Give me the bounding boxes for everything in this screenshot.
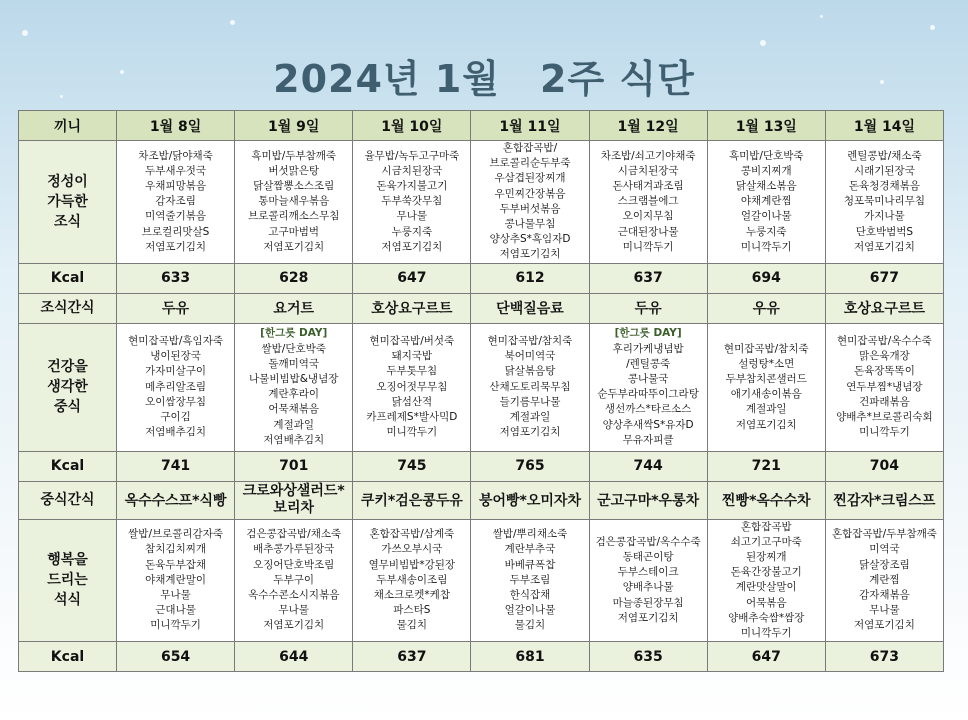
menu-item: 쇠고기고구마죽 <box>730 535 802 548</box>
menu-item: 무나물 <box>869 604 900 617</box>
menu-item: 저염포기김치 <box>381 240 443 253</box>
kcal-value: 633 <box>117 263 235 293</box>
menu-item: 혼합잡곡밥/두부참깨죽 <box>831 528 937 541</box>
menu-item: 계란후라이 <box>268 388 320 401</box>
kcal-value: 647 <box>707 642 825 672</box>
menu-item: 두부버섯볶음 <box>499 202 561 215</box>
breakfast-cell <box>589 141 707 264</box>
menu-item: 저염포기김치 <box>853 240 915 253</box>
kcal-value: 677 <box>825 263 943 293</box>
day-header: 1월 9일 <box>235 111 353 141</box>
kcal-value: 681 <box>471 642 589 672</box>
dinner-cell <box>825 519 943 642</box>
menu-item: 가쓰오부시국 <box>381 543 443 556</box>
menu-item: 생선까스*타르소스 <box>604 403 692 416</box>
menu-item: 옥수수콘소시지볶음 <box>248 589 340 602</box>
menu-item: 오이지무침 <box>622 210 674 223</box>
breakfast-cell <box>825 141 943 264</box>
menu-item: 계절과일 <box>509 410 551 423</box>
lunch-kcal-row <box>19 451 944 481</box>
menu-item: 감자조림 <box>155 195 196 208</box>
menu-item: 양상추S*흑임자D <box>489 233 571 246</box>
breakfast-row <box>19 141 944 264</box>
menu-item: 연두부찜*냉념장 <box>846 380 923 393</box>
menu-item: 무나물 <box>278 604 309 617</box>
day-header: 1월 13일 <box>707 111 825 141</box>
menu-item: 미니깍두기 <box>740 627 792 640</box>
menu-item: 시래기된장국 <box>853 164 915 177</box>
menu-item: 쌀밥/뿌리채소죽 <box>492 528 568 541</box>
breakfast-label: 정성이 가득한 조식 <box>19 141 117 264</box>
menu-item: 오징어젓무무침 <box>376 380 448 393</box>
dinner-cell <box>471 519 589 642</box>
menu-item: 고구마범벅 <box>268 225 320 238</box>
lunch-cell <box>353 323 471 451</box>
snow-dot <box>230 20 235 25</box>
menu-item: 저염포기김치 <box>735 418 797 431</box>
menu-item: 혼합잡곡밥/삼계죽 <box>369 528 455 541</box>
menu-item: 누룽지죽 <box>745 225 787 238</box>
kcal-value: 704 <box>825 451 943 481</box>
menu-item: 메추리알조림 <box>145 380 206 393</box>
menu-item: 저염포기김치 <box>853 619 915 632</box>
menu-item: 콩나물국 <box>627 372 669 385</box>
menu-item: 콩비지찌개 <box>740 164 792 177</box>
menu-item: 저염배추김치 <box>145 426 206 439</box>
menu-item: 스크램블에그 <box>617 195 679 208</box>
menu-item: 두부새송이조림 <box>376 573 448 586</box>
menu-item: 현미잡곡밥/참치죽 <box>487 334 573 347</box>
snack-cell: 호상요구르트 <box>825 293 943 323</box>
menu-item: 애기새송이볶음 <box>730 388 802 401</box>
menu-item: 계란맛살말이 <box>735 581 797 594</box>
menu-item: 차조밥/닭야채죽 <box>138 149 213 162</box>
snack-cell: 두유 <box>117 293 235 323</box>
kcal-value: 635 <box>589 642 707 672</box>
menu-item: 순두부라따뚜이그라탕 <box>597 388 699 401</box>
menu-item: 현미잡곡밥/흑임자죽 <box>128 334 223 347</box>
menu-item: 두부톳무침 <box>386 365 438 378</box>
menu-item: 현미잡곡밥/버섯죽 <box>369 334 455 347</box>
menu-item: 돈육장똑똑이 <box>853 365 915 378</box>
menu-item: 저염포기김치 <box>499 248 561 261</box>
breakfast-cell <box>353 141 471 264</box>
menu-item: 미니깍두기 <box>150 619 201 632</box>
menu-item: 산채도토리묵무침 <box>489 380 571 393</box>
menu-item: 양배추*브로콜리숙회 <box>836 410 933 423</box>
corner-cell: 끼니 <box>19 111 117 141</box>
breakfast-kcal-row <box>19 263 944 293</box>
menu-item: 단호박범벅S <box>855 225 914 238</box>
dinner-cell <box>353 519 471 642</box>
kcal-value: 654 <box>117 642 235 672</box>
menu-item: 돌깨미역국 <box>268 357 320 370</box>
menu-item: 미니깍두기 <box>740 240 792 253</box>
menu-item: 율무밥/녹두고구마죽 <box>364 149 460 162</box>
menu-item: 나물비빔밥&냉념장 <box>249 372 339 385</box>
menu-item: 근대된장나물 <box>617 225 679 238</box>
afternoon-snack-label: 중식간식 <box>19 481 117 519</box>
afternoon-snack-row <box>19 481 944 519</box>
menu-item: 버섯맑은탕 <box>268 164 320 177</box>
menu-item: 렌틸콩밥/채소죽 <box>847 149 922 162</box>
kcal-value: 741 <box>117 451 235 481</box>
snack-cell: 쿠키*검은콩두유 <box>353 481 471 519</box>
snack-cell: 단백질음료 <box>471 293 589 323</box>
menu-item: 돈사태겨과조림 <box>612 180 684 192</box>
menu-item: 두부새우젓국 <box>145 164 206 177</box>
dinner-cell <box>117 519 235 642</box>
menu-item: 쌀밥/단호박죽 <box>261 342 326 355</box>
menu-item: 동태곤이탕 <box>622 551 674 564</box>
snack-cell: 우유 <box>707 293 825 323</box>
menu-item: 두부구이 <box>273 573 314 586</box>
menu-item: 계란부추국 <box>504 543 556 556</box>
dinner-kcal-row <box>19 642 944 672</box>
menu-item: 흑미밥/두부참깨죽 <box>251 149 337 162</box>
menu-item: 미니깍두기 <box>859 426 910 439</box>
menu-item: 두부조림 <box>509 573 551 586</box>
menu-item: 근대나물 <box>155 604 196 617</box>
menu-item: 혼합잡곡밥/ <box>502 142 558 154</box>
menu-item: 브로컬리맛살S <box>141 225 210 238</box>
menu-item: 시금치된장국 <box>617 164 679 177</box>
morning-snack-label: 조식간식 <box>19 293 117 323</box>
kcal-value: 765 <box>471 451 589 481</box>
menu-item: 설렁탕*소면 <box>738 357 795 370</box>
morning-snack-row <box>19 293 944 323</box>
menu-item: 들기름무나물 <box>499 395 561 408</box>
lunch-cell <box>471 323 589 451</box>
menu-item: 어묵채볶음 <box>268 403 320 416</box>
lunch-row <box>19 323 944 451</box>
menu-item: 된장찌개 <box>745 551 787 564</box>
menu-item: 두부스테이크 <box>617 566 679 579</box>
kcal-value: 644 <box>235 642 353 672</box>
menu-item: 저염포기김치 <box>263 240 325 253</box>
dinner-cell <box>707 519 825 642</box>
menu-item: 콩나물무침 <box>504 218 556 231</box>
menu-item: 닭살장조림 <box>859 558 910 571</box>
menu-item: 구이김 <box>160 410 191 423</box>
kcal-label: Kcal <box>19 263 117 293</box>
lunch-cell <box>117 323 235 451</box>
menu-item: /렌틸콩죽 <box>626 357 671 370</box>
breakfast-cell <box>471 141 589 264</box>
kcal-value: 744 <box>589 451 707 481</box>
menu-item: 돈육청경채볶음 <box>848 180 920 192</box>
kcal-value: 721 <box>707 451 825 481</box>
menu-item: 저염포기김치 <box>499 426 561 439</box>
menu-item: 닭살채소볶음 <box>735 180 797 192</box>
menu-item: 돈육간장불고기 <box>730 566 802 579</box>
menu-item: 두부쑥갓무침 <box>381 195 443 208</box>
snow-dot <box>930 25 935 30</box>
page-title <box>0 48 968 103</box>
menu-item: 미역줄기볶음 <box>145 210 206 223</box>
kcal-value: 637 <box>353 642 471 672</box>
day-header: 1월 8일 <box>117 111 235 141</box>
kcal-value: 628 <box>235 263 353 293</box>
menu-item: 감자채볶음 <box>859 589 910 602</box>
breakfast-cell <box>117 141 235 264</box>
menu-item: 흑미밥/단호박죽 <box>729 149 804 162</box>
snack-cell: 찐빵*옥수수차 <box>707 481 825 519</box>
menu-item: 우삼겹된장찌개 <box>494 172 566 185</box>
menu-item: 우채피망볶음 <box>145 180 206 192</box>
menu-item: 혼합잡곡밥 <box>740 520 792 533</box>
breakfast-cell <box>235 141 353 264</box>
menu-item: 물김치 <box>514 619 546 632</box>
menu-item: 무나물 <box>160 589 191 602</box>
menu-item: 양배추숙쌈*쌈장 <box>728 611 805 624</box>
menu-item: 카프레제S*발사믹D <box>366 410 458 423</box>
menu-item: 물김치 <box>396 619 428 632</box>
snow-dot <box>820 15 823 18</box>
menu-item: 야채계란찜 <box>740 195 792 208</box>
lunch-cell <box>235 323 353 451</box>
kcal-value: 745 <box>353 451 471 481</box>
menu-item: 누룽지죽 <box>391 225 433 238</box>
menu-item: 두부참치콘샐러드 <box>725 372 807 385</box>
menu-item: 닭섬산적 <box>391 395 433 408</box>
menu-item: 채소크로켓*케찹 <box>373 589 450 602</box>
menu-item: 참치김치찌개 <box>145 543 206 556</box>
lunch-cell <box>589 323 707 451</box>
menu-item: 계절과일 <box>745 403 787 416</box>
kcal-value: 694 <box>707 263 825 293</box>
day-header: 1월 12일 <box>589 111 707 141</box>
menu-item: 저염배추김치 <box>263 433 325 446</box>
menu-item: 양배추나물 <box>622 581 674 594</box>
dinner-row <box>19 519 944 642</box>
breakfast-cell <box>707 141 825 264</box>
menu-item: 북어미역국 <box>504 350 556 363</box>
header-row <box>19 111 944 141</box>
snack-cell: 옥수수스프*식빵 <box>117 481 235 519</box>
menu-item: 현미잡곡밥/옥수수죽 <box>837 334 932 347</box>
menu-item: [한그릇 DAY] <box>260 327 328 340</box>
menu-item: 무유자피클 <box>622 433 674 446</box>
meal-plan-table <box>18 110 944 672</box>
dinner-label: 행복을 드리는 석식 <box>19 519 117 642</box>
snack-cell: 붕어빵*오미자차 <box>471 481 589 519</box>
menu-item: 열무비빔밥*강된장 <box>368 558 456 571</box>
menu-item: 오이쌈장무침 <box>145 395 206 408</box>
menu-item: 검은콩잡곡밥/채소죽 <box>246 528 342 541</box>
menu-item: 계란찜 <box>869 573 900 586</box>
menu-item: 통마늘새우볶음 <box>258 195 330 208</box>
menu-item: [한그릇 DAY] <box>614 327 682 340</box>
menu-item: 얼갈이나물 <box>740 210 792 223</box>
menu-item: 돈육가지불고기 <box>376 180 448 192</box>
menu-item: 건파래볶음 <box>859 395 910 408</box>
snack-cell: 찐감자*크림스프 <box>825 481 943 519</box>
menu-item: 가자미살구이 <box>145 365 206 378</box>
menu-item: 후리가케냉념밥 <box>612 342 684 355</box>
menu-item: 가지나물 <box>864 210 905 223</box>
menu-item: 닭살볶음탕 <box>504 365 556 378</box>
menu-item: 시금치된장국 <box>381 164 443 177</box>
kcal-label: Kcal <box>19 451 117 481</box>
title-week: 2주 식단 <box>540 57 695 101</box>
day-header: 1월 10일 <box>353 111 471 141</box>
menu-item: 차조밥/쇠고기야채죽 <box>600 149 696 162</box>
menu-item: 닭살짬뽕소스조림 <box>253 180 335 192</box>
menu-item: 파스타S <box>393 604 431 617</box>
dinner-cell <box>589 519 707 642</box>
menu-item: 양상추새싹S*유자D <box>602 418 694 431</box>
menu-item: 배추콩가루된장국 <box>253 543 335 556</box>
snack-cell: 크로와상샐러드* 보리차 <box>235 481 353 519</box>
menu-item: 청포묵미나리무침 <box>843 195 925 208</box>
snack-cell: 호상요구르트 <box>353 293 471 323</box>
kcal-value: 673 <box>825 642 943 672</box>
snack-cell: 요거트 <box>235 293 353 323</box>
menu-item: 돼지국밥 <box>391 350 433 363</box>
menu-item: 한식잡채 <box>509 589 551 602</box>
menu-item: 냉이된장국 <box>150 350 201 363</box>
menu-item: 계절과일 <box>273 418 314 431</box>
menu-item: 쌀밥/브로콜리감자죽 <box>128 528 223 541</box>
lunch-cell <box>707 323 825 451</box>
menu-item: 바베큐폭찹 <box>504 558 556 571</box>
menu-item: 어묵볶음 <box>745 596 787 609</box>
menu-item: 저염포기김치 <box>263 619 325 632</box>
menu-item: 얼갈이나물 <box>504 604 556 617</box>
kcal-value: 647 <box>353 263 471 293</box>
day-header: 1월 11일 <box>471 111 589 141</box>
kcal-label: Kcal <box>19 642 117 672</box>
menu-item: 맑은육개장 <box>859 350 910 363</box>
menu-item: 야채계란말이 <box>145 573 206 586</box>
menu-item: 미역국 <box>869 543 900 556</box>
menu-item: 마늘종된장무침 <box>612 596 684 609</box>
dinner-cell <box>235 519 353 642</box>
menu-item: 미니깍두기 <box>622 240 674 253</box>
kcal-value: 701 <box>235 451 353 481</box>
menu-item: 현미잡곡밥/참치죽 <box>723 342 809 355</box>
menu-item: 돈육두부잡채 <box>145 558 206 571</box>
snack-cell: 군고구마*우롱차 <box>589 481 707 519</box>
menu-item: 무나물 <box>396 210 428 223</box>
menu-item: 저염포기김치 <box>617 611 679 624</box>
menu-item: 브로콜리순두부죽 <box>489 157 571 170</box>
menu-item: 저염포기김치 <box>145 240 206 253</box>
menu-item: 미니깍두기 <box>386 426 438 439</box>
menu-item: 오징어단호박조림 <box>253 558 335 571</box>
snow-dot <box>760 40 766 46</box>
day-header: 1월 14일 <box>825 111 943 141</box>
menu-item: 검은콩잡곡밥/옥수수죽 <box>595 535 701 548</box>
title-month: 2024년 1월 <box>273 57 501 101</box>
lunch-cell <box>825 323 943 451</box>
snack-cell: 두유 <box>589 293 707 323</box>
menu-item: 브로콜리깨소스무침 <box>248 210 340 223</box>
lunch-label: 건강을 생각한 중식 <box>19 323 117 451</box>
kcal-value: 612 <box>471 263 589 293</box>
snow-dot <box>22 30 28 36</box>
menu-item: 우민찌간장볶음 <box>494 187 566 200</box>
kcal-value: 637 <box>589 263 707 293</box>
